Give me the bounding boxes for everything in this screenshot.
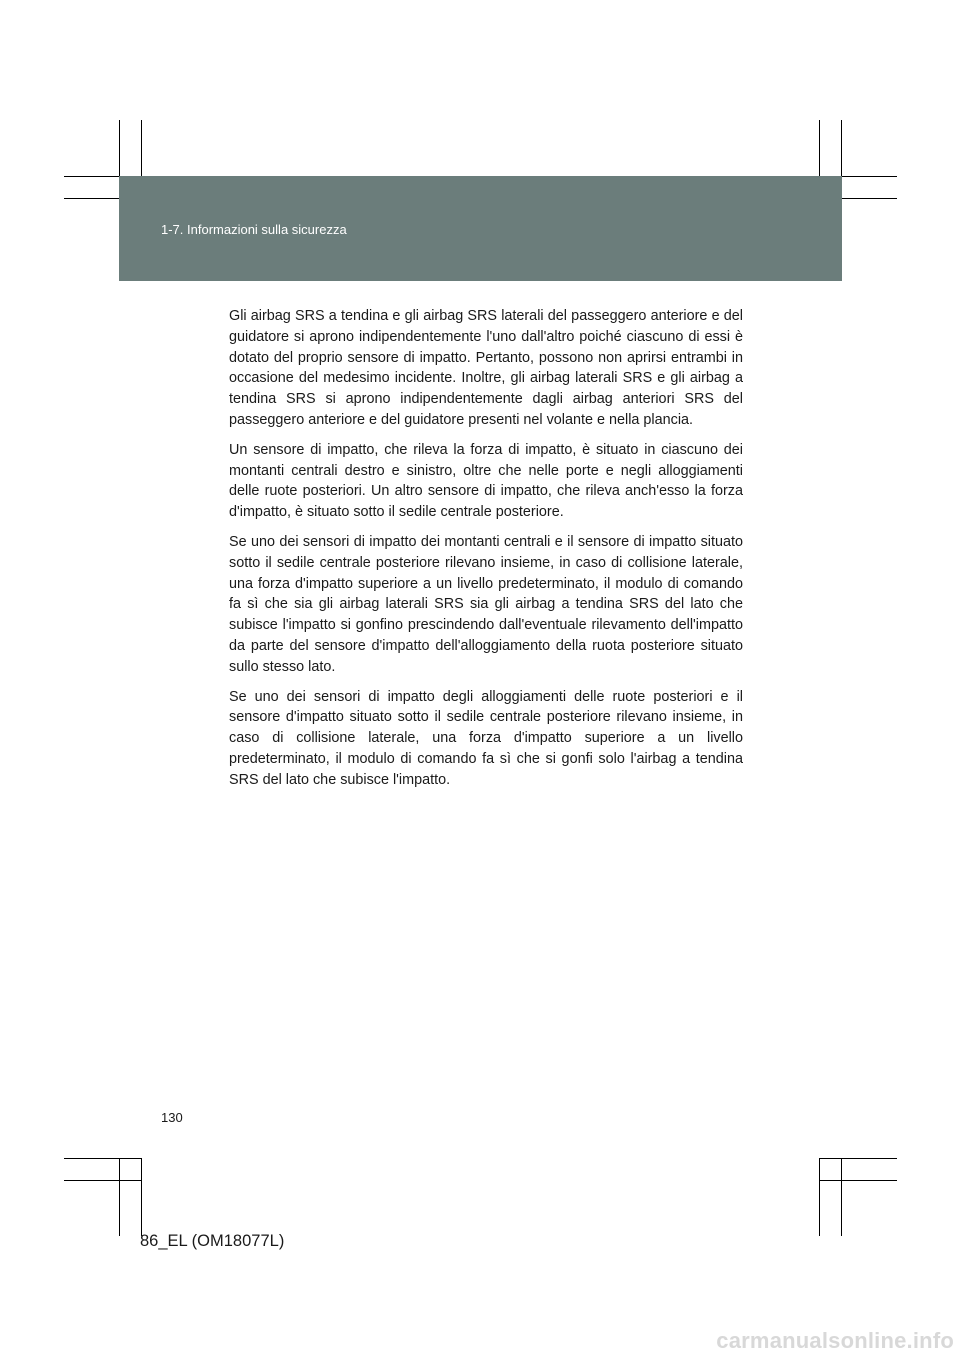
paragraph: Se uno dei sensori di impatto degli alloggiamenti delle ruote posteriori e il sensore d'impatto situato sotto il sedile centrale posteriore rilevano insieme, in caso di collisione laterale, una forza d'impatto superiore a un livello predeterminato, il modulo di comando fa sì che si gonfi solo l'airbag a tendina SRS del lato che subisce l'impatto. [229, 688, 743, 788]
header-band [119, 176, 842, 281]
watermark: carmanualsonline.info [716, 1328, 954, 1353]
crop-mark [841, 1158, 842, 1236]
crop-mark [819, 1180, 897, 1181]
crop-mark [819, 1158, 820, 1236]
paragraph: Se uno dei sensori di impatto dei montanti centrali e il sensore di impatto situato sotto il sedile centrale posteriore rilevano insieme, in caso di collisione laterale, una forza d'impatto superiore a un livello predeterminato, il modulo di comando fa sì che sia gli airbag laterali SRS sia gli airbag a tendina SRS del lato che subisce l'impatto si gonfino prescindendo dall'eventuale rilevamento dell'impatto da parte del sensore d'impatto dell'alloggiamento della ruota posteriore situato sullo stesso lato. [229, 533, 743, 675]
section-title: 1-7. Informazioni sulla sicurezza [161, 222, 347, 237]
crop-mark [64, 1180, 142, 1181]
paragraph: Gli airbag SRS a tendina e gli airbag SRS laterali del passeggero anteriore e del guidatore si aprono indipendentemente l'uno dall'altro poiché ciascuno di essi è dotato del proprio sensore di impatto. Pertanto, possono non aprirsi entrambi in occasione del medesimo incidente. Inoltre, gli airbag laterali SRS e gli airbag a tendina SRS si aprono indipendentemente dagli airbag anteriori SRS del passeggero anteriore e del guidatore presenti nel volante e nella plancia. [229, 308, 743, 428]
document-code: 86_EL (OM18077L) [140, 1232, 285, 1250]
page-number: 130 [161, 1110, 183, 1125]
body-text [229, 306, 743, 800]
crop-mark [819, 1158, 897, 1159]
paragraph: Un sensore di impatto, che rileva la forza di impatto, è situato in ciascuno dei montanti centrali destro e sinistro, oltre che nelle porte e negli alloggiamenti delle ruote posteriori. Un altro sensore di impatto, che rileva anch'esso la forza d'impatto, è situato sotto il sedile centrale posteriore. [229, 441, 743, 521]
crop-mark [119, 1158, 120, 1236]
crop-mark [64, 1158, 142, 1159]
crop-mark [141, 1158, 142, 1236]
